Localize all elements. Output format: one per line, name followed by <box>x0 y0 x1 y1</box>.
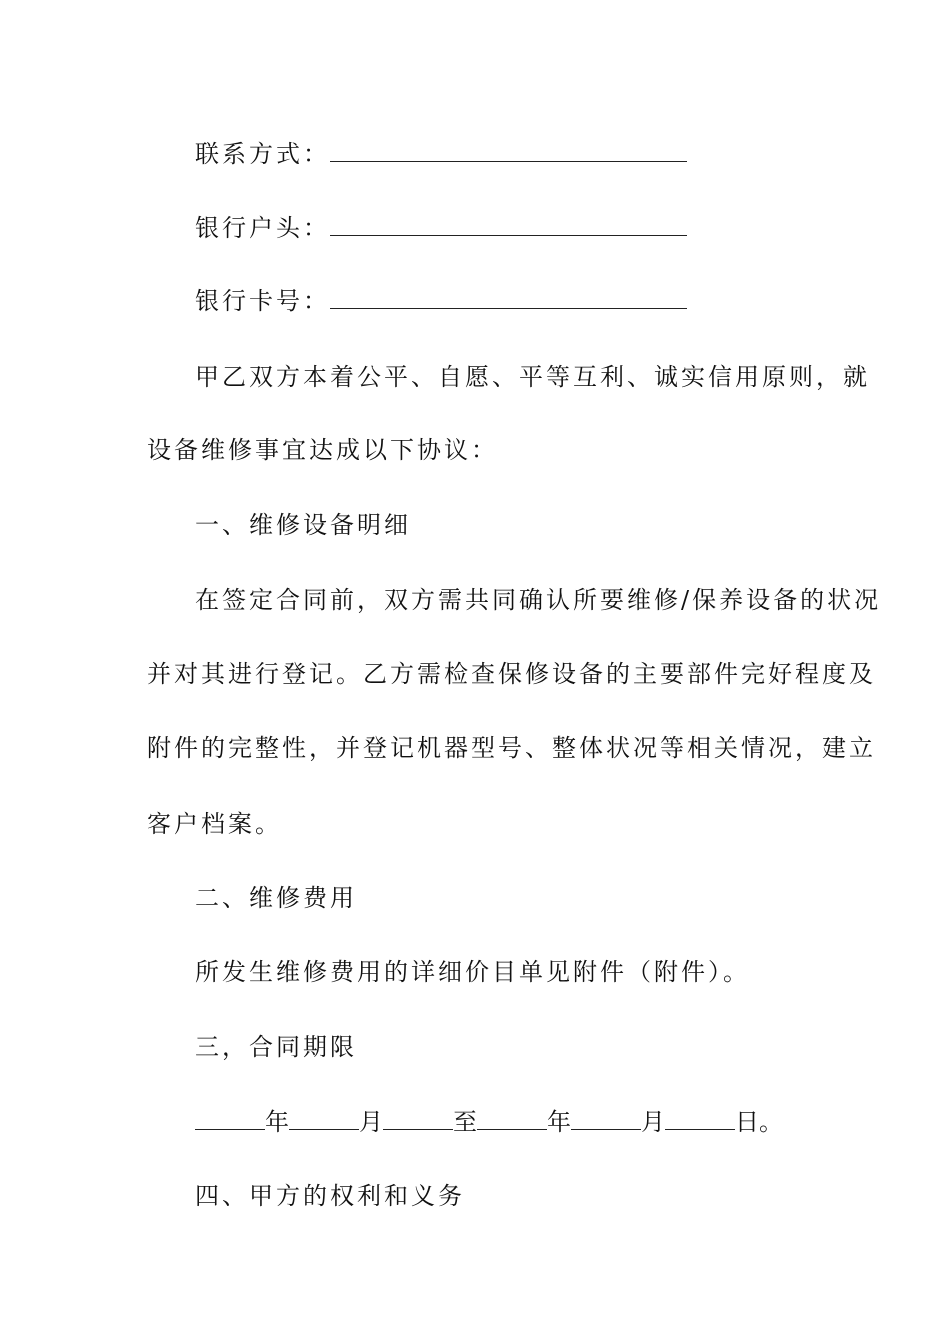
section-1-line-3: 附件的完整性，并登记机器型号、整体状况等相关情况，建立 <box>147 734 876 762</box>
section-2-line-1: 所发生维修费用的详细价目单见附件（附件）。 <box>195 958 750 986</box>
bank-card-label: 银行卡号： <box>195 287 330 315</box>
contact-label: 联系方式： <box>195 140 330 168</box>
section-1-line-1: 在签定合同前，双方需共同确认所要维修/保养设备的状况 <box>195 586 882 614</box>
contract-period-line <box>195 1106 807 1138</box>
intro-paragraph-line-2: 设备维修事宜达成以下协议： <box>147 436 498 464</box>
end-year-label: 年 <box>547 1108 571 1136</box>
start-day-blank[interactable] <box>383 1109 453 1130</box>
bank-account-field <box>195 212 807 244</box>
intro-paragraph-line-1: 甲乙双方本着公平、自愿、平等互利、诚实信用原则，就 <box>195 363 870 391</box>
end-month-label: 月 <box>641 1108 665 1136</box>
start-month-blank[interactable] <box>289 1109 359 1130</box>
end-year-blank[interactable] <box>477 1109 547 1130</box>
bank-card-blank[interactable] <box>330 288 687 309</box>
section-1-line-4: 客户档案。 <box>147 810 282 838</box>
start-month-label: 月 <box>359 1108 383 1136</box>
bank-account-blank[interactable] <box>330 215 687 236</box>
to-label: 至 <box>453 1108 477 1136</box>
section-1-line-2: 并对其进行登记。乙方需检查保修设备的主要部件完好程度及 <box>147 660 876 688</box>
end-day-label: 日。 <box>735 1108 783 1136</box>
section-2-heading: 二、维修费用 <box>195 884 357 912</box>
start-year-label: 年 <box>265 1108 289 1136</box>
start-year-blank[interactable] <box>195 1109 265 1130</box>
contact-blank[interactable] <box>330 141 687 162</box>
end-day-blank[interactable] <box>665 1109 735 1130</box>
section-4-heading: 四、甲方的权利和义务 <box>195 1182 465 1210</box>
section-3-heading: 三，合同期限 <box>195 1033 357 1061</box>
end-month-blank[interactable] <box>571 1109 641 1130</box>
contact-field <box>195 138 807 170</box>
section-1-heading: 一、维修设备明细 <box>195 511 411 539</box>
bank-account-label: 银行户头： <box>195 214 330 242</box>
bank-card-field <box>195 285 807 317</box>
